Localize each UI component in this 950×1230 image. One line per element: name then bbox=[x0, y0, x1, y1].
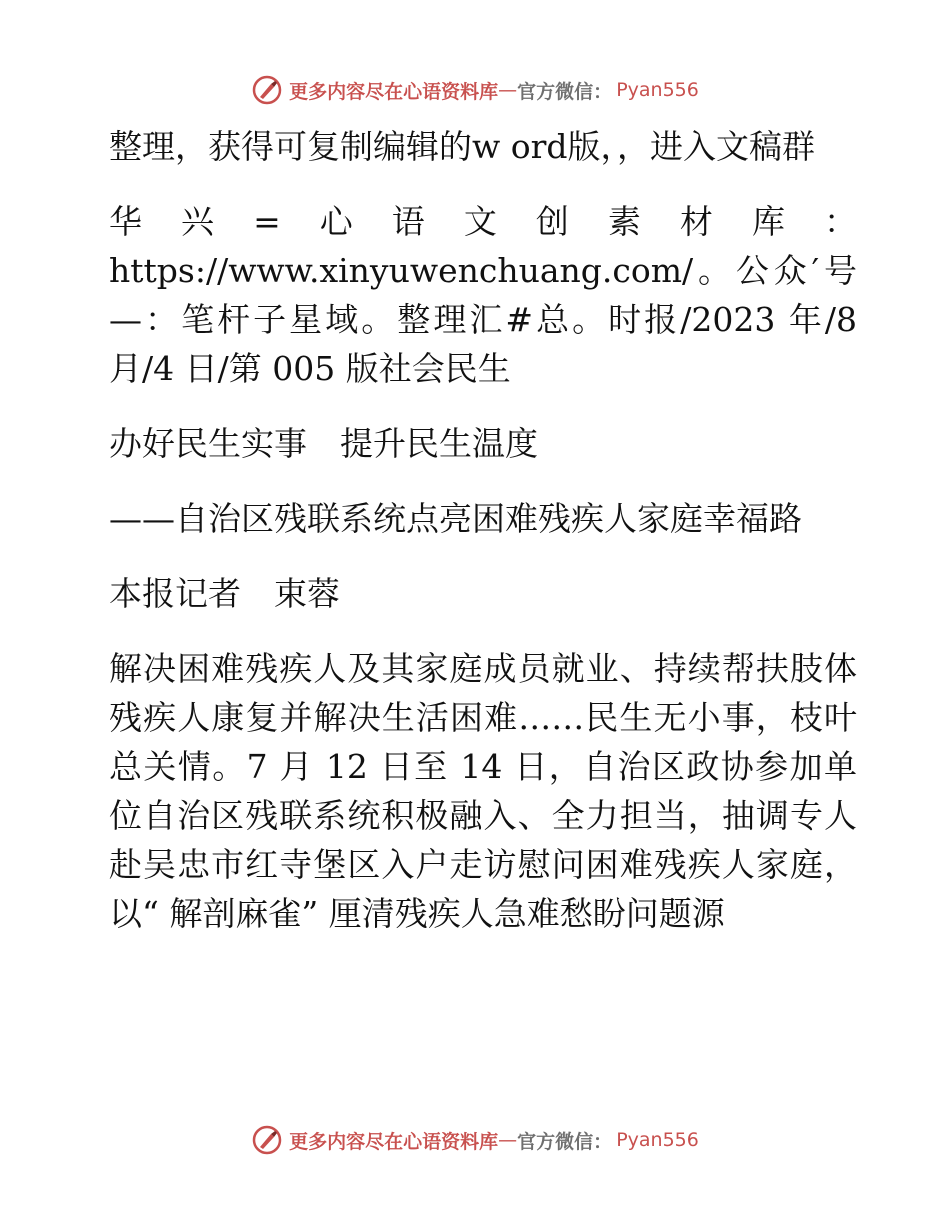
pen-logo-icon bbox=[251, 1124, 283, 1156]
watermark-brand-text: 更多内容尽在心语资料库 bbox=[289, 1130, 499, 1153]
watermark-dash: — bbox=[498, 1129, 518, 1151]
watermark-official-label: 官方微信： bbox=[517, 80, 613, 103]
intro-line: 整理，获得可复制编辑的w ord版，，进入文稿群 bbox=[109, 127, 816, 166]
watermark-dash: — bbox=[498, 79, 518, 101]
document-body bbox=[97, 122, 857, 938]
watermark-wechat-id: Pyan556 bbox=[616, 79, 699, 101]
footer-watermark bbox=[0, 1120, 950, 1160]
watermark-brand-text: 更多内容尽在心语资料库 bbox=[289, 80, 499, 103]
watermark-wechat-id: Pyan556 bbox=[616, 1129, 699, 1151]
subheadline: ——自治区残联系统点亮困难残疾人家庭幸福路 bbox=[109, 499, 802, 538]
headline: 办好民生实事 提升民生温度 bbox=[109, 424, 538, 463]
body-paragraph: 解决困难残疾人及其家庭成员就业、持续帮扶肢体残疾人康复并解决生活困难……民生无小事，枝叶总关情。7 月 12 日至 14 日，自治区政协参加单位自治区残联系统积极融入、全力担当，抽调专人赴吴忠市红寺堡区入户走访慰问困难残疾人家庭，以“ 解剖麻雀” 厘清残疾人急难愁盼问题源 bbox=[109, 649, 857, 933]
byline: 本报记者 束蓉 bbox=[109, 574, 340, 613]
pen-logo-icon bbox=[251, 74, 283, 106]
watermark-official-label: 官方微信： bbox=[517, 1130, 613, 1153]
source-paragraph: 华兴=心语文创素材库：https://www.xinyuwenchuang.com/。公众′号—：笔杆子星域。整理汇#总。时报/2023 年/8 月/4 日/第 005 版社会民生 bbox=[109, 202, 857, 388]
header-watermark bbox=[0, 70, 950, 110]
